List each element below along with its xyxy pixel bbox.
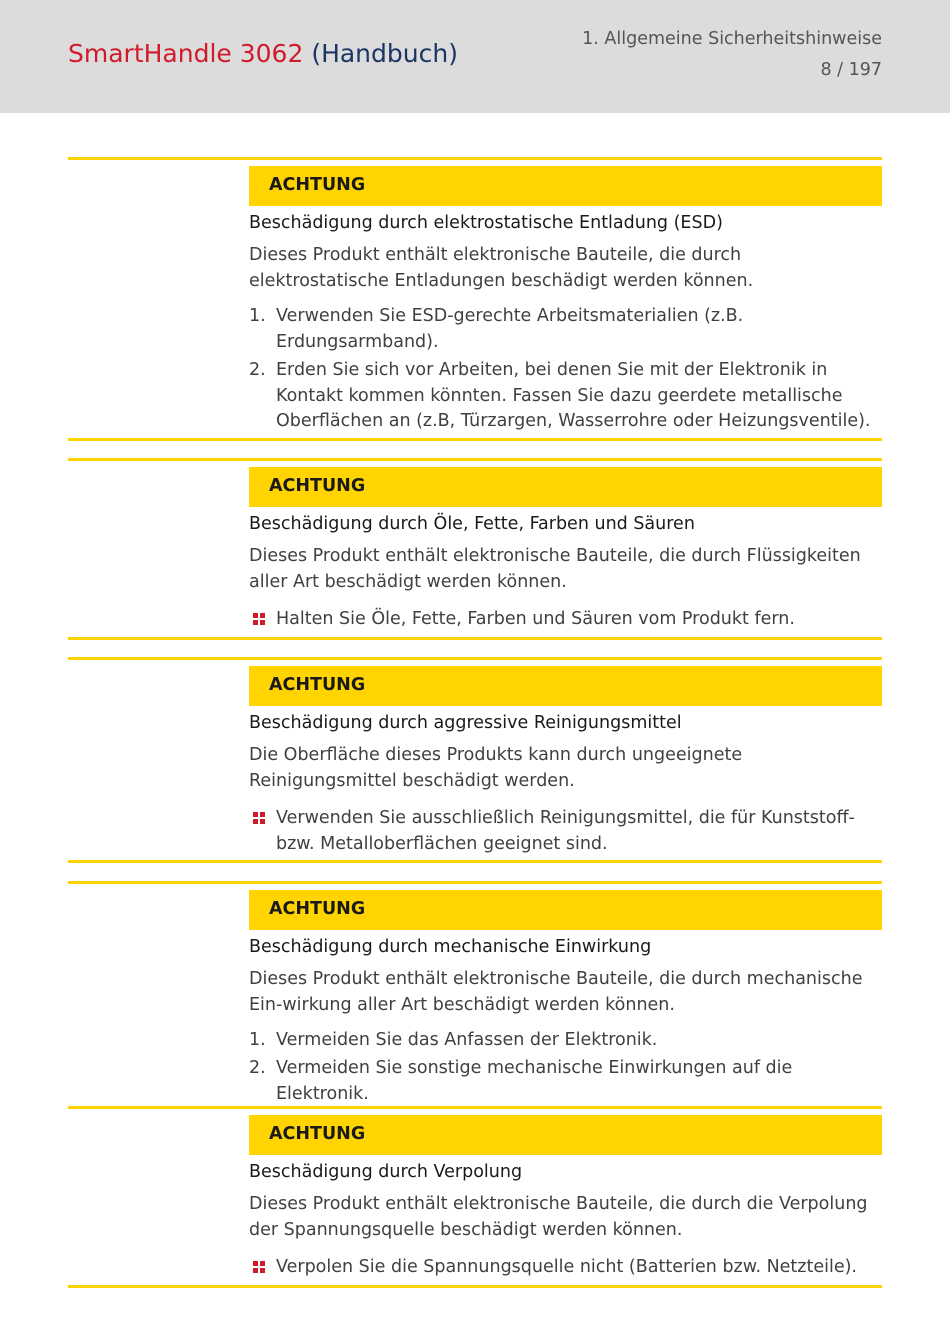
notice-label: ACHTUNG [269, 476, 366, 496]
list-item-text: Vermeiden Sie das Anfassen der Elektronik. [276, 1030, 658, 1050]
list-item-text: Erden Sie sich vor Arbeiten, bei denen Sie mit der Elektronik in Kontakt kommen könnten. Fassen Sie dazu geerdete metallische Oberflächen an (z.B, Türzargen, Wasserrohre oder Heizungsventile). [276, 360, 871, 431]
page-number: 8 / 197 [820, 60, 882, 80]
notice-heading: Beschädigung durch Verpolung [249, 1162, 523, 1182]
list-item-text: Verpolen Sie die Spannungsquelle nicht (Batterien bzw. Netzteile). [276, 1257, 857, 1277]
document-title-suffix: (Handbuch) [311, 39, 458, 68]
list-item [249, 607, 882, 633]
list-item-number: 2. [249, 1058, 266, 1078]
list-item-text: Verwenden Sie ausschließlich Reinigungsmittel, die für Kunststoff- bzw. Metalloberflächen geeignet sind. [276, 808, 855, 854]
notice-banner [249, 666, 882, 706]
notice-banner [249, 467, 882, 507]
notice-banner [249, 890, 882, 930]
notice-banner [249, 166, 882, 206]
list-item [249, 1056, 882, 1107]
list-item-text: Vermeiden Sie sonstige mechanische Einwirkungen auf die Elektronik. [276, 1058, 793, 1104]
notice-heading: Beschädigung durch aggressive Reinigungsmittel [249, 713, 682, 733]
list-item [249, 1255, 882, 1281]
notice-bottom-rule [68, 860, 882, 863]
list-item-text: Halten Sie Öle, Fette, Farben und Säuren vom Produkt fern. [276, 609, 795, 629]
notice-text: Dieses Produkt enthält elektronische Bauteile, die durch elektrostatische Entladungen beschädigt werden können. [249, 245, 754, 291]
notice-text: Die Oberfläche dieses Produkts kann durch ungeeignete Reinigungsmittel beschädigt werden. [249, 745, 743, 791]
list-item [249, 304, 882, 355]
notice-heading: Beschädigung durch mechanische Einwirkung [249, 937, 652, 957]
notice-bottom-rule [68, 1285, 882, 1288]
notice-label: ACHTUNG [269, 1124, 366, 1144]
notice-bottom-rule [68, 438, 882, 441]
list-item [249, 358, 882, 435]
notice-top-rule [68, 157, 882, 160]
list-item-number: 2. [249, 360, 266, 380]
notice-bottom-rule [68, 637, 882, 640]
list-item [249, 806, 882, 857]
notice-heading: Beschädigung durch elektrostatische Entladung (ESD) [249, 213, 723, 233]
notice-top-rule [68, 657, 882, 660]
notice-heading: Beschädigung durch Öle, Fette, Farben und Säuren [249, 514, 695, 534]
notice-label: ACHTUNG [269, 899, 366, 919]
notice-text: Dieses Produkt enthält elektronische Bauteile, die durch mechanische Ein-wirkung aller Art beschädigt werden können. [249, 969, 863, 1015]
red-square-bullet-icon [253, 613, 265, 625]
list-item-number: 1. [249, 1030, 266, 1050]
notice-top-rule [68, 881, 882, 884]
notice-label: ACHTUNG [269, 175, 366, 195]
notice-banner [249, 1115, 882, 1155]
red-square-bullet-icon [253, 812, 265, 824]
document-title [68, 39, 458, 68]
notice-top-rule [68, 1106, 882, 1109]
notice-text: Dieses Produkt enthält elektronische Bauteile, die durch Flüssigkeiten aller Art beschädigt werden können. [249, 546, 861, 592]
list-item-number: 1. [249, 306, 266, 326]
section-title: 1. Allgemeine Sicherheitshinweise [582, 29, 882, 49]
page-header [0, 0, 950, 113]
list-item-text: Verwenden Sie ESD-gerechte Arbeitsmaterialien (z.B. Erdungsarmband). [276, 306, 744, 352]
document-title-brand: SmartHandle 3062 [68, 39, 304, 68]
notice-top-rule [68, 458, 882, 461]
notice-label: ACHTUNG [269, 675, 366, 695]
red-square-bullet-icon [253, 1261, 265, 1273]
list-item [249, 1028, 882, 1054]
notice-text: Dieses Produkt enthält elektronische Bauteile, die durch die Verpolung der Spannungsquelle beschädigt werden können. [249, 1194, 868, 1240]
